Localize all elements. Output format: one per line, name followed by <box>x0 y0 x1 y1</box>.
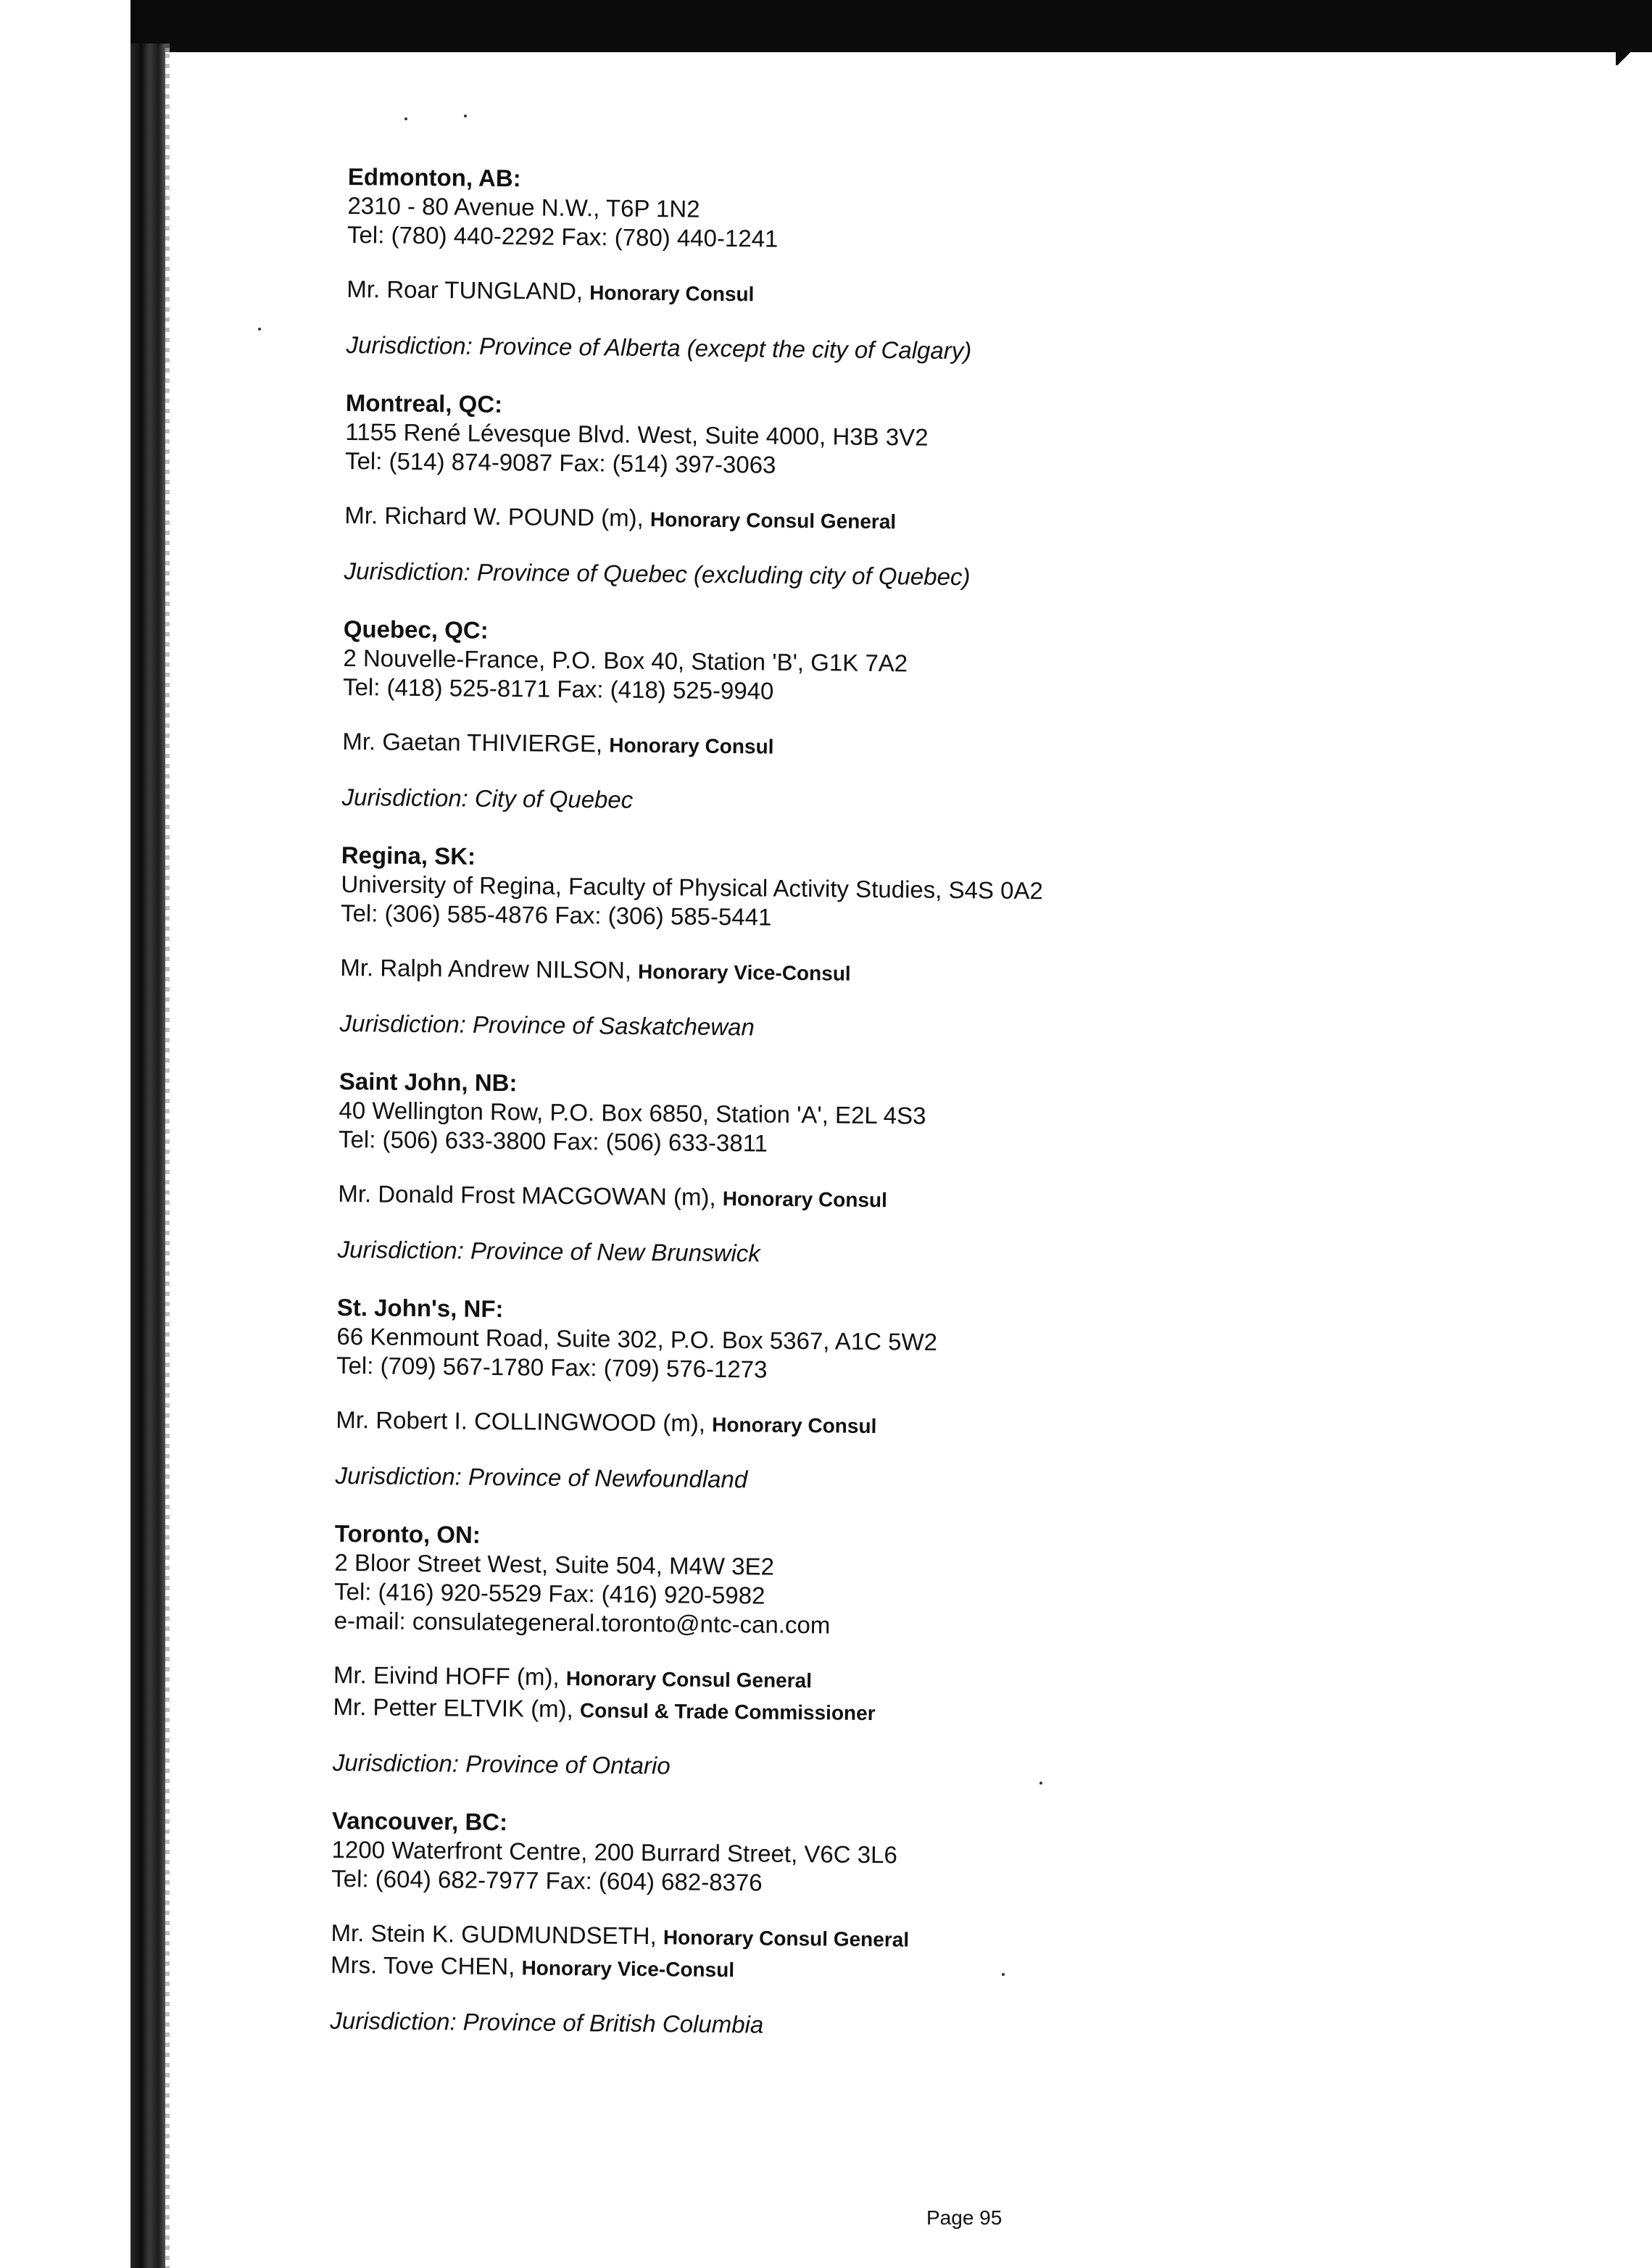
phone-fax-line: Tel: (418) 525-8171 Fax: (418) 525-9940 <box>342 673 774 705</box>
street-address: 2 Nouvelle-France, P.O. Box 40, Station 'B', G1K 7A2 <box>343 644 908 677</box>
phone-fax-line: Tel: (506) 633-3800 Fax: (506) 633-3811 <box>338 1125 768 1157</box>
consulate-directory <box>330 162 1435 2074</box>
consul-title: Honorary Consul <box>722 1187 888 1212</box>
jurisdiction-note: Jurisdiction: Province of Saskatchewan <box>339 1009 755 1041</box>
consulate-entry <box>339 841 1429 1048</box>
consul-list <box>342 726 1429 768</box>
consul-name: Mr. Roar TUNGLAND, <box>346 275 590 305</box>
consul-title: Honorary Consul General <box>663 1926 910 1951</box>
phone-fax-line: Tel: (416) 920-5529 Fax: (416) 920-5982 <box>333 1577 765 1609</box>
consul-row <box>336 1405 1423 1447</box>
consulate-entry <box>346 162 1435 370</box>
jurisdiction-note: Jurisdiction: Province of Ontario <box>332 1748 671 1779</box>
consul-title: Honorary Consul General <box>649 508 897 533</box>
consul-row <box>338 1179 1425 1221</box>
street-address: 1155 René Lévesque Blvd. West, Suite 4000, H3B 3V2 <box>345 418 929 451</box>
city-heading: Saint John, NB: <box>339 1067 518 1097</box>
consul-title: Honorary Consul <box>609 734 774 758</box>
street-address: University of Regina, Faculty of Physical Activity Studies, S4S 0A2 <box>341 870 1044 905</box>
consul-list <box>331 1918 1419 1992</box>
consul-row <box>342 726 1429 768</box>
consul-row <box>340 952 1427 994</box>
scan-speck <box>464 115 467 117</box>
consul-name: Mr. Gaetan THIVIERGE, <box>342 727 610 757</box>
consulate-entry <box>333 1519 1422 1787</box>
consul-name: Mr. Richard W. POUND (m), <box>344 501 651 532</box>
street-address: 1200 Waterfront Centre, 200 Burrard Street, V6C 3L6 <box>331 1835 898 1869</box>
consulate-entry <box>337 1067 1427 1274</box>
scan-speck <box>404 117 407 120</box>
consul-list <box>346 274 1434 316</box>
consul-name: Mrs. Tove CHEN, <box>330 1951 522 1980</box>
street-address: 2 Bloor Street West, Suite 504, M4W 3E2 <box>334 1548 775 1580</box>
consul-title: Honorary Consul <box>589 281 755 306</box>
city-heading: Montreal, QC: <box>345 389 503 418</box>
city-heading: Regina, SK: <box>341 841 476 870</box>
consulate-entry <box>330 1806 1419 2045</box>
consul-name: Mr. Petter ELTVIK (m), <box>333 1692 581 1723</box>
consul-name: Mr. Stein K. GUDMUNDSETH, <box>331 1919 664 1950</box>
scan-top-band <box>0 0 1652 52</box>
city-heading: Edmonton, AB: <box>347 162 521 192</box>
jurisdiction-note: Jurisdiction: Province of Alberta (except the city of Calgary) <box>346 331 972 365</box>
consul-list <box>344 500 1432 542</box>
city-heading: Quebec, QC: <box>343 615 489 644</box>
consul-row <box>344 500 1432 542</box>
consul-name: Mr. Donald Frost MACGOWAN (m), <box>338 1179 723 1211</box>
street-address: 40 Wellington Row, P.O. Box 6850, Station 'A', E2L 4S3 <box>339 1096 926 1129</box>
consul-title: Honorary Vice-Consul <box>637 960 851 985</box>
consul-row <box>346 274 1434 316</box>
jurisdiction-note: Jurisdiction: City of Quebec <box>341 783 634 813</box>
document-page <box>165 52 1652 2268</box>
consul-title: Honorary Vice-Consul <box>521 1956 735 1982</box>
city-heading: Vancouver, BC: <box>331 1806 508 1836</box>
phone-fax-line: Tel: (604) 682-7977 Fax: (604) 682-8376 <box>331 1864 763 1896</box>
consul-name: Mr. Eivind HOFF (m), <box>333 1661 566 1690</box>
consul-list <box>338 1179 1425 1221</box>
consul-list <box>340 952 1427 994</box>
consul-title: Consul & Trade Commissioner <box>579 1699 876 1725</box>
scan-speck <box>258 328 261 331</box>
jurisdiction-note: Jurisdiction: Province of British Columbia <box>330 2006 764 2038</box>
book-binding-edge <box>130 43 165 2268</box>
jurisdiction-note: Jurisdiction: Province of Newfoundland <box>335 1461 748 1493</box>
consulate-entry <box>341 615 1431 822</box>
city-heading: St. John's, NF: <box>336 1293 504 1323</box>
jurisdiction-note: Jurisdiction: Province of Quebec (excluding city of Quebec) <box>344 557 971 591</box>
consulate-entry <box>335 1293 1424 1500</box>
email-line: e-mail: consulategeneral.toronto@ntc-can.com <box>333 1606 831 1639</box>
consul-list <box>333 1660 1421 1734</box>
page-number: Page 95 <box>926 2206 1003 2229</box>
city-heading: Toronto, ON: <box>334 1519 481 1548</box>
street-address: 2310 - 80 Avenue N.W., T6P 1N2 <box>347 191 700 223</box>
consul-name: Mr. Ralph Andrew NILSON, <box>340 953 639 984</box>
scan-left-margin <box>0 0 130 2268</box>
street-address: 66 Kenmount Road, Suite 302, P.O. Box 5367, A1C 5W2 <box>336 1322 938 1355</box>
consulate-entry <box>344 389 1433 596</box>
consul-title: Honorary Consul <box>712 1413 877 1438</box>
consul-list <box>336 1405 1423 1447</box>
phone-fax-line: Tel: (709) 567-1780 Fax: (709) 576-1273 <box>336 1351 768 1383</box>
phone-fax-line: Tel: (306) 585-4876 Fax: (306) 585-5441 <box>340 899 772 931</box>
consul-name: Mr. Robert I. COLLINGWOOD (m), <box>336 1405 713 1437</box>
jurisdiction-note: Jurisdiction: Province of New Brunswick <box>337 1235 760 1267</box>
consul-title: Honorary Consul General <box>565 1666 813 1692</box>
phone-fax-line: Tel: (780) 440-2292 Fax: (780) 440-1241 <box>346 220 779 252</box>
phone-fax-line: Tel: (514) 874-9087 Fax: (514) 397-3063 <box>344 446 776 478</box>
